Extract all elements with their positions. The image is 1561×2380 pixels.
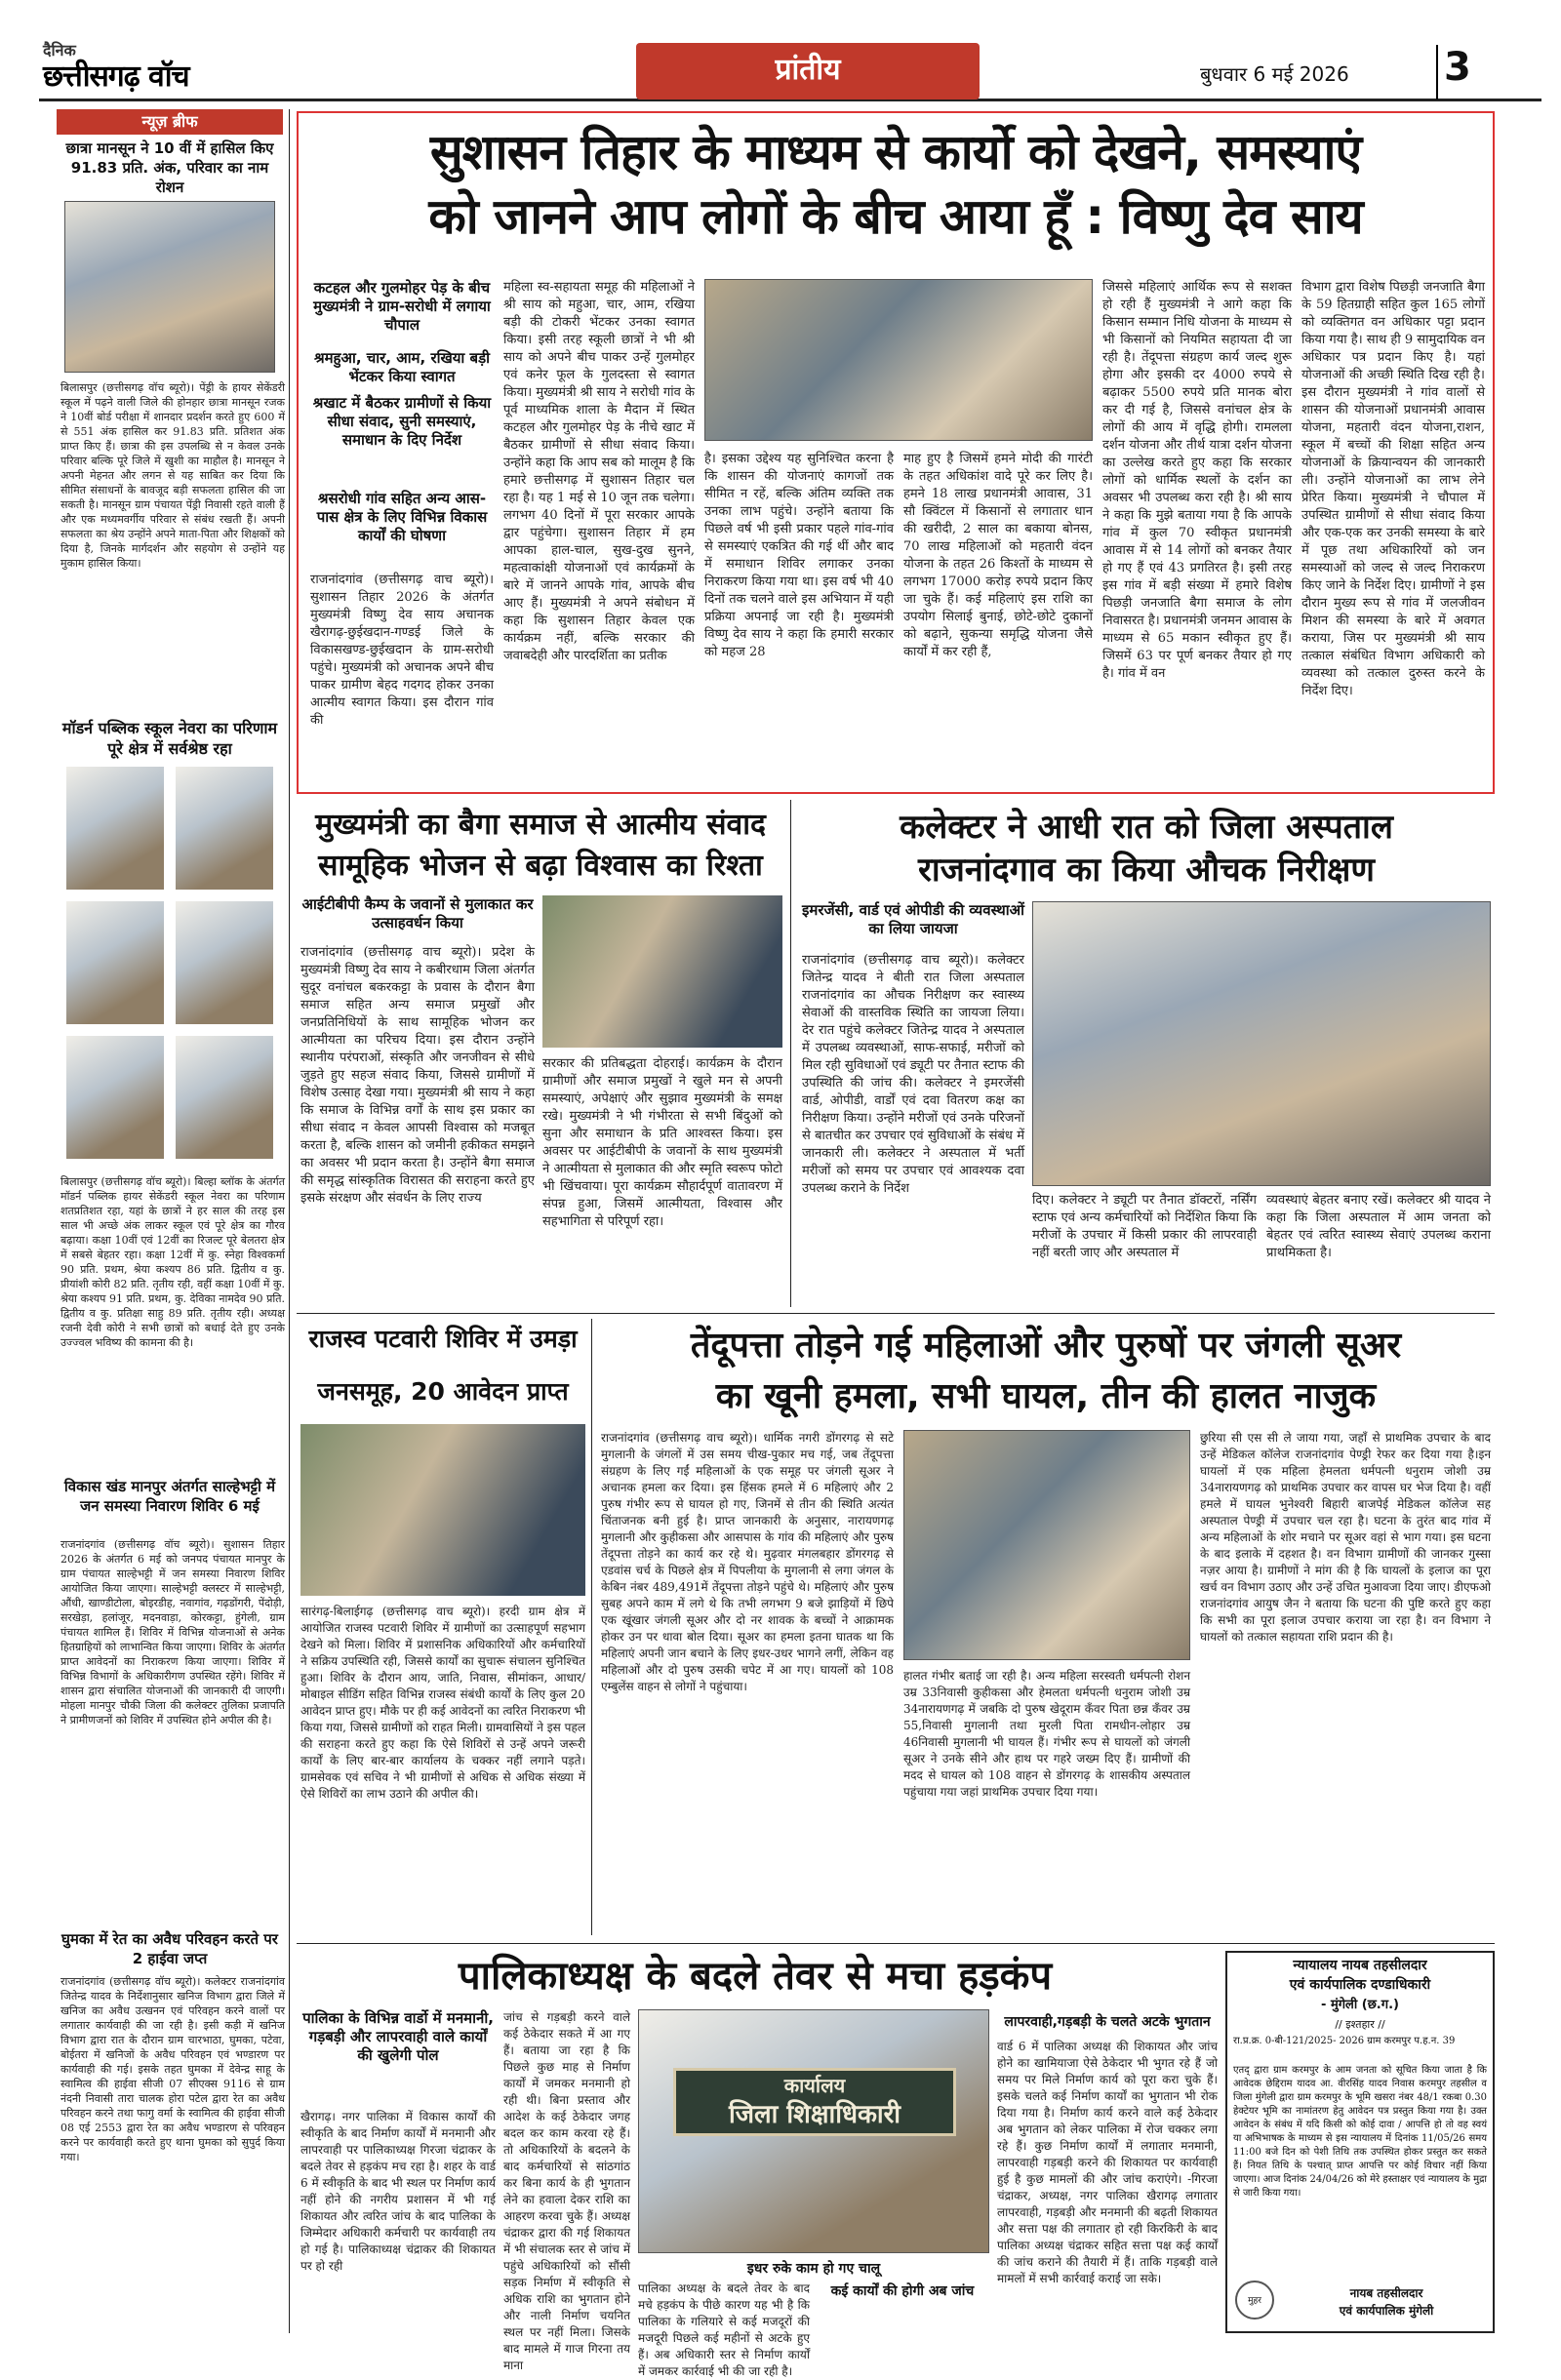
lead-col-1: राजनांदगांव (छत्तीसगढ़ वाच ब्यूरो)। सुशासन तिहार 2026 के अंतर्गत मुख्यमंत्री विष्णु देव साय अचानक खैरागढ़-छुईखदान-गण्डई जिले के विकासखण्ड-छुईखदान के ग्राम-सरोधी पहुंचे। मुख्यमंत्री को अचानक अपने बीच पाकर ग्रामीण बेहद गदगद होकर उनका आत्मीय स्वागत किया। इस दौरान गांव की	[310, 573, 494, 728]
column-divider	[289, 109, 290, 2333]
hospital-col-2: दिए। कलेक्टर ने ड्यूटी पर तैनात डॉक्टरों, नर्सिंग स्टाफ एवं अन्य कर्मचारियों को निर्देशित किया कि मरीजों के उपचार में किसी प्रकार की लापरवाही नहीं बरती जाए और अस्पताल में	[1032, 1193, 1257, 1260]
portrait-1	[66, 767, 164, 890]
palika-kicker-1: लापरवाही,गड़बड़ी के चलते अटके भुगतान	[1004, 2014, 1211, 2030]
injured-villager-photo	[903, 1430, 1190, 1660]
hospital-dek: इमरजेंसी, वार्ड एवं ओपीडी की व्यवस्थाओं का लिया जायजा	[802, 901, 1024, 937]
lead-col-2: महिला स्व-सहायता समूह की महिलाओं ने श्री साय को महुआ, चार, आम, रखिया बड़ी की टोकरी भेंटकर उनका स्वागत किया। इसी तरह स्कूली छात्रों ने भी श्री साय को अपने बीच पाकर उन्हें गुलमोहर एवं कनेर फूल के गुलदस्ता से स्वागत किया। मुख्यमंत्री श्री साय ने सरोधी गांव के पूर्व माध्यमिक शाला के मैदान में स्थित कटहल और गुलमोहर पेड़ के नीचे खाट में बैठकर ग्रामीणों से सीधा संवाद किया। उन्होंने कहा कि आप सब को मालूम है कि हमारे छत्तीसगढ़ में सुशासन तिहार चल रहा है। यह 1 मई से 10 जून तक चलेगा। लगभग 40 दिनों में पूरा सरकार आपके द्वार पहुंचेगा। सुशासन तिहार में हम आपका हाल-चाल, सुख-दुख सुनने, महत्वाकांक्षी योजनाओं एवं कार्यक्रमों के बारे में जानने आपके गांव, आपके बीच आए हैं। मुख्यमंत्री ने अपने संबोधन में कहा कि सुशासन तिहार केवल एक कार्यक्रम नहीं, बल्कि सरकार की जवाबदेही और पारदर्शिता का प्रतीक	[503, 280, 695, 663]
student-photo	[64, 201, 275, 373]
notice-title-2: एवं कार्यपालिक दण्डाधिकारी	[1289, 1977, 1431, 1993]
boar-col-1: राजनांदगांव (छत्तीसगढ़ वाच ब्यूरो)। धार्मिक नगरी डोंगरगढ़ से सटे मुगलानी के जंगलों में उस समय चीख-पुकार मच गई, जब तेंदूपत्ता संग्रहण के लिए गईं महिलाओं के एक समूह पर जंगली सूअर ने अचानक हमला कर दिया। इस हिंसक हमले में 6 महिलाएं और 2 पुरुष गंभीर रूप से घायल हो गए, जिनमें से तीन की स्थिति अत्यंत चिंताजनक बनी हुई है। प्राप्त जानकारी के अनुसार, नारायणगढ़ मुगलानी और कुहीकसा और आसपास के गांव की महिलाएं और पुरुष तेंदूपत्ता तोड़ने का कार्य कर रहे थे। मुढ़वार मंगलबहार डोंगरगढ़ से एडवांस चर्च के पिछले क्षेत्र में पिपलीया के मुगलानी से लगा जंगल के केबिन नंबर 489,491में तेंदूपत्ता तोड़ने पहुंचे थे। महिलाएं और पुरुष सुबह अपने काम में लगे थे कि तभी लगभग 9 बजे झाड़ियों में छिपे एक खूंखार जंगली सूअर और दो नर शावक के बच्चों ने आक्रामक होकर उन पर धावा बोल दिया। सूअर का हमला इतना घातक था कि महिलाएं अपनी जान बचाने के लिए इधर-उधर भागने लगीं, लेकिन वह महिलाओं और दो पुरुष उसकी चपेट में आ गए। घायलों को 108 एम्बुलेंस वाहन से लोगों ने पहुंचाया।	[601, 1431, 894, 1693]
baiga-col-1: राजनांदगांव (छत्तीसगढ़ वाच ब्यूरो)। प्रदेश के मुख्यमंत्री विष्णु देव साय ने कबीरधाम जिला अंतर्गत सुदूर वनांचल बकरकट्टा के प्रवास के दौरान बैगा समाज सहित अन्य समाज प्रमुखों और जनप्रतिनिधियों के साथ सामूहिक भोजन कर आत्मीयता का परिचय दिया। इस दौरान उन्होंने स्थानीय परंपराओं, संस्कृति और जनजीवन से सीधे जुड़ते हुए सहज संवाद किया, जिससे ग्रामीणों में विशेष उत्साह देखा गया। मुख्यमंत्री श्री साय ने कहा कि समाज के विभिन्न वर्गों के साथ इस प्रकार का सीधा संवाद न केवल आपसी विश्वास को मजबूत करता है, बल्कि शासन को जमीनी हकीकत समझने का अवसर भी प्रदान करता है। उन्होंने बैगा समाज की समृद्ध सांस्कृतिक विरासत की सराहना करते हुए इसके संरक्षण और संवर्धन के लिए राज्य	[300, 945, 535, 1206]
palika-col-2: जांच से गड़बड़ी करने वाले कई ठेकेदार सकते में आ गए हैं। बताया जा रहा है कि पिछले कुछ माह से निर्माण कार्यों में जमकर मनमानी हो रही थी। बिना प्रस्ताव और आदेश के कई ठेकेदार जगह बदल कर काम करवा रहे हैं। तो अधिकारियों के बदलने के बाद कर्मचारियों से सांठगांठ कर बिना कार्य के ही भुगतान लेने का हवाला देकर राशि का आहरण करवा चुके हैं। अध्यक्ष चंद्राकर द्वारा की गई शिकायत में भी संचालक स्तर से जांच में पहुंचे अधिकारियों को सौंसी सड़क निर्माण में स्वीकृति से अधिक राशि का भुगतान होने और नाली निर्माण चयनित स्थल पर नहीं मिला। जिसके बाद मामले में गाज गिरना तय माना	[503, 2010, 630, 2372]
notice-title-1: न्यायालय नायब तहसीलदार	[1293, 1958, 1427, 1973]
baiga-meal-photo	[542, 895, 782, 1048]
student-portraits	[60, 767, 285, 1165]
boar-headline-1: तेंदूपत्ता तोड़ने गई महिलाओं और पुरुषों पर जंगली सूअर	[690, 1326, 1402, 1366]
brand-small: दैनिक	[43, 41, 76, 60]
office-signboard	[673, 2068, 956, 2136]
news-brief-label: न्यूज़ ब्रीफ	[57, 109, 283, 135]
notice-title-3: - मुंगेली (छ.ग.)	[1321, 1998, 1399, 2012]
lead-col-5: जिससे महिलाएं आर्थिक रूप से सशक्त हो रही हैं मुख्यमंत्री ने आगे कहा कि किसान सम्मान निधि योजना के माध्यम से भी किसानों को नियमित सहायता दी जा रही है। तेंदूपत्ता संग्रहण कार्य जल्द शुरू होगा और इसकी दर 4000 रुपये से बढ़ाकर 5500 रुपये प्रति मानक बोरा कर दी गई है, जिससे वनांचल क्षेत्र के लोगों की आय में वृद्धि होगी। रामलला दर्शन योजना और तीर्थ यात्रा दर्शन योजना का उल्लेख करते हुए कहा कि सरकार लोगों को धार्मिक स्थलों के दर्शन का अवसर भी उपलब्ध करा रही है। श्री साय ने कहा कि मुझे बताया गया है कि आपके गांव में कुल 70 स्वीकृत प्रधानमंत्री आवास में से 14 लोगों को बनकर तैयार हो गए हैं एवं 43 प्रगतिरत है। इसी तरह इस गांव में बड़ी संख्या में हमारे विशेष पिछड़ी जनजाति बैगा समाज के लोग निवासरत है। प्रधानमंत्री जनमन आवास के माध्यम से 65 मकान स्वीकृत हुए हैं। जिसमें 63 पर पूर्ण बनकर तैयार हो गए है। गांव में वन	[1102, 280, 1292, 681]
section-label: प्रांतीय	[636, 43, 980, 99]
notice-body: एतद् द्वारा ग्राम करमपुर के आम जनता को सूचित किया जाता है कि आवेदक छेद्दिराम यादव आ. वीरसिंह यादव निवास करमपुर तहसील व जिला मुंगेली द्वारा ग्राम करमपुर के भूमि खसरा नंबर 48/1 रकबा 0.30 हेक्टेयर भूमि का नामांतरण हेतु आवेदन पत्र प्रस्तुत किया गया है। उक्त आवेदन के संबंध में यदि किसी को कोई दावा / आपत्ति हो तो वह स्वयं या अभिभाषक के माध्यम से इस न्यायालय में दिनांक 11/05/26 समय 11:00 बजे दिन को पेशी तिथि तक उपस्थित होकर प्रस्तुत कर सकते हैं। नियत तिथि के पश्चात् प्राप्त आपत्ति पर कोई विचार नहीं किया जाएगा। आज दिनांक 24/04/26 को मेरे हस्ताक्षर एवं न्यायालय के मुद्रा से जारी किया गया।	[1233, 2065, 1487, 2199]
notice-sign-2: एवं कार्यपालिक मुंगेली	[1339, 2304, 1434, 2318]
row-divider	[297, 1313, 1495, 1314]
palika-col-4: वार्ड 6 में पालिका अध्यक्ष की शिकायत और जांच होने का खामियाजा ऐसे ठेकेदार भी भुगत रहे हैं जो समय पर मिले निर्माण कार्य को पूरा करा चुके हैं। इसके चलते कई निर्माण कार्यों का भुगतान भी रोक दिया गया है। निर्माण कार्य करने वाले कई ठेकेदार अब भुगतान को लेकर पालिका में रोज चक्कर लगा रहे हैं। कुछ निर्माण कार्यों में लगातार मनमानी, लापरवाही गड़बड़ी करने की शिकायत पर कार्यवाही हुई है कुछ मामलों की और जांच कराएंगे। -गिरजा चंद्राकर, अध्यक्ष, नगर पालिका खैरागढ़ लगातार लापरवाही, गड़बड़ी और मनमानी की बढ़ती शिकायत और सत्ता पक्ष की लगातार हो रही किरकिरी के बाद पालिका अध्यक्ष चंद्राकर सहित सत्ता पक्ष कई कार्यों की जांच कराने की तैयारी में हैं। ताकि गड़बड़ी वाले मामलों में सभी कार्रवाई कराई जा सके।	[997, 2040, 1218, 2285]
lead-dek-1: कटहल और गुलमोहर पेड़ के बीच मुख्यमंत्री ने ग्राम-सरोधी में लगाया चौपाल	[313, 279, 491, 334]
patwari-headline-1: राजस्व पटवारी शिविर में उमड़ा	[308, 1325, 578, 1353]
notice-ref: रा.प्र.क्र. 0-बी-121/2025- 2026 ग्राम करमपुर प.ह.न. 39	[1233, 2036, 1456, 2046]
signboard-line-1: कार्यालय	[783, 2074, 846, 2097]
baiga-col-2: सरकार की प्रतिबद्धता दोहराई। कार्यक्रम के दौरान ग्रामीणों और समाज प्रमुखों ने खुले मन से अपनी समस्याएं, अपेक्षाएं और सुझाव मुख्यमंत्री के समक्ष रखे। मुख्यमंत्री ने भी गंभीरता से सभी बिंदुओं को सुना और समाधान के प्रति आश्वस्त किया। इस अवसर पर आईटीबीपी के जवानों के साथ मुख्यमंत्री ने आत्मीयता से मुलाकात की और स्मृति स्वरूप फोटो भी खिंचवाया। पूरा कार्यक्रम सौहार्दपूर्ण वातावरण में संपन्न हुआ, जिसमें आत्मीयता, विश्वास और सहभागिता से परिपूर्ण रहा।	[542, 1056, 782, 1229]
boar-col-3: छुरिया सी एस सी ले जाया गया, जहाँ से प्राथमिक उपचार के बाद उन्हें मेडिकल कॉलेज राजनांदगांव पेण्ड्री रेफर कर दिया गया है।इन घायलों में एक महिला हेमलता धर्मपत्नी धनुराम जोशी उम्र 34नारायणगढ़ को प्राथमिक उपचार कर वापस घर भेज दिया है। वहीं हमले में घायल भुनेश्वरी बिहारी बाजपेई मेडिकल कॉलेज सह अस्पताल पेण्ड्री में उपचार चल रहा है। घटना के तुरंत बाद गांव में अन्य महिलाओं के शोर मचाने पर सूअर वहां से भाग गया। इस घटना के बाद इलाके में दहशत है। वन विभाग ग्रामीणों की जानकर गुस्सा नज़र आया है। ग्रामीणों ने मांग की है कि घायलों के इलाज का पूरा खर्च वन विभाग उठाए और उन्हें उचित मुआवजा दिया जाए। डीएफओ राजनांदगांव आयुष जैन ने बताया कि घटना की पुष्टि करते हुए कहा कि सभी का पूरा इलाज उपचार कराया जा रहा है। वन विभाग ने घायलों को तत्काल सहायता राशि प्रदान की है।	[1200, 1431, 1491, 1644]
lead-dek-3: श्रखाट में बैठकर ग्रामीणों से किया सीधा संवाद, सुनी समस्याएं, समाधान के दिए निर्देश	[312, 394, 492, 449]
page-number: 3	[1436, 45, 1471, 99]
palika-col-1: खैरागढ़। नगर पालिका में विकास कार्यों की स्वीकृति के बाद निर्माण कार्यों में मनमानी और लापरवाही पर पालिकाध्यक्ष गिरजा चंद्राकर के बदले तेवर से हड़कंप मच रहा है। शहर के वार्ड 6 में स्वीकृति के बाद भी स्थल पर निर्माण कार्य नहीं होने की नगरीय प्रशासन में भी गई शिकायत और त्वरित जांच के बाद पालिका के जिम्मेदार अधिकारी कर्मचारी पर कार्यवाही तय हो गई है। पालिकाध्यक्ष चंद्राकर की शिकायत पर हो रही	[300, 2110, 496, 2273]
school-result-headline: मॉडर्न पब्लिक स्कूल नेवरा का परिणाम पूरे क्षेत्र में सर्वश्रेष्ठ रहा	[61, 719, 278, 758]
palika-dek: पालिका के विभिन्न वार्डो में मनमानी, गड़बड़ी और लापरवाही वाले कार्यों की खुलेगी पोल	[302, 2009, 494, 2064]
camp-body: राजनांदगांव (छत्तीसगढ़ वॉच ब्यूरो)। सुशासन तिहार 2026 के अंतर्गत 6 मई को जनपद पंचायत मानपुर के ग्राम पंचायत साल्हेभट्टी में जन समस्या निवारण शिविर आयोजित किया जाएगा। साल्हेभट्टी क्लस्टर में साल्हेभट्टी, औंधी, खाण्डीटोला, बोइरडीह, नवागांव, गढ़डोंगरी, पेंदोड़ी, सरखेड़ा, हलांजूर, मदनवाड़ा, कोरकट्टा, हुंगेली, ग्राम पंचायत शामिल हैं। शिविर में विभिन्न योजनाओं से अनेक हितग्राहियों को लाभान्वित किया जाएगा। शिविर के अंतर्गत प्राप्त आवेदनों का निराकरण किया जाएगा। शिविर में विभिन्न विभागों के अधिकारीगण उपस्थित रहेंगे। शिविर में शासन द्वारा संचालित योजनाओं की जानकारी दी जाएगी। मोहला मानपुर चौकी जिला की कलेक्टर तुलिका प्रजापति ने प्रामीणजनों को शिविर में उपस्थित होने अपील की है।	[60, 1538, 285, 1726]
hospital-inspection-photo	[1032, 901, 1491, 1186]
hospital-col-1: राजनांदगांव (छत्तीसगढ़ वाच ब्यूरो)। कलेक्टर जितेन्द्र यादव ने बीती रात जिला अस्पताल राजनांदगांव का औचक निरीक्षण कर स्वास्थ्य सेवाओं की वास्तविक स्थिति का जायजा लिया। देर रात पहुंचे कलेक्टर जितेन्द्र यादव ने अस्पताल में उपलब्ध व्यवस्थाओं, साफ-सफाई, मरीजों को मिल रही सुविधाओं एवं ड्यूटी पर तैनात स्टाफ की उपस्थिति की जांच की। कलेक्टर ने इमरजेंसी वार्ड, ओपीडी, वार्डों एवं दवा वितरण कक्ष का निरीक्षण किया। उन्होंने मरीजों एवं उनके परिजनों से बातचीत कर उपचार एवं सुविधाओं के संबंध में जानकारी ली। कलेक्टर ने अस्पताल में भर्ती मरीजों को समय पर उपचार एवं आवश्यक दवा उपलब्ध कराने के निर्देश	[802, 953, 1024, 1196]
portrait-6	[176, 1036, 273, 1159]
palika-headline: पालिकाध्यक्ष के बदले तेवर से मचा हड़कंप	[458, 1954, 1053, 1999]
camp-headline: विकास खंड मानपुर अंतर्गत साल्हेभट्टी में जन समस्या निवारण शिविर 6 मई	[63, 1478, 276, 1515]
signboard-line-2: जिला शिक्षाधिकारी	[728, 2100, 901, 2129]
sand-headline: घुमका में रेत का अवैध परिवहन करते पर 2 हाईवा जप्त	[61, 1930, 278, 1967]
column-divider	[790, 800, 791, 1307]
patwari-body: सारंगढ़-बिलाईगढ़ (छत्तीसगढ़ वाच ब्यूरो)। हरदी ग्राम क्षेत्र में आयोजित राजस्व पटवारी शिविर में ग्रामीणों का उत्साहपूर्ण सहभाग देखने को मिला। शिविर में प्रशासनिक अधिकारियों और कर्मचारियों ने सक्रिय उपस्थिति रही, जिससे कार्यों का सुचारू संचालन सुनिश्चित हुआ। शिविर के दौरान आय, जाति, निवास, सीमांकन, आधार/मोबाइल सीडिंग सहित विभिन्न राजस्व संबंधी कार्यों के लिए कुल 20 आवेदन प्राप्त हुए। मौके पर ही कई आवेदनों का त्वरित निराकरण भी किया गया, जिससे ग्रामीणों को राहत मिली। ग्रामवासियों ने इस पहल की सराहना करते हुए कहा कि ऐसे शिविरों से उन्हें अपने जरूरी कार्यों के लिए बार-बार कार्यालय के चक्कर नहीं लगाने पड़ते। ग्रामसेवक एवं सचिव ने भी ग्रामीणों से अधिक से अधिक संख्या में ऐसे शिविरों का लाभ उठाने की अपील की।	[300, 1605, 586, 1801]
lead-col-4: माह हुए है जिसमें हमने मोदी की गारंटी के तहत अधिकांश वादे पूरे कर लिए है। हमने 18 लाख प्रधानमंत्री आवास, 31 सौ क्विंटल में किसानों से लगातार धान की खरीदी, 2 साल का बकाया बोनस, 70 लाख महिलाओं को महतारी वंदन योजना के तहत 26 किश्तों के माध्यम से लगभग 17000 करोड़ रुपये प्रदान किए जा चुके हैं। कई महिलाएं इस राशि का उपयोग सिलाई बुनाई, छोटे-छोटे दुकानों को बढ़ाने, सुकन्या समृद्धि योजना जैसे कार्यों में कर रही हैं,	[903, 452, 1093, 659]
portrait-3	[66, 901, 164, 1024]
lead-col-6: विभाग द्वारा विशेष पिछड़ी जनजाति बैगा के 59 हितग्राही सहित कुल 165 लोगों को व्यक्तिगत वन अधिकार पट्टा प्रदान किया गया है। साथ ही 9 सामुदायिक वन अधिकार पत्र प्रदान किए है। यहां योजनाओं की अच्छी स्थिति दिख रही है। इस दौरान मुख्यमंत्री ने गांव वालों से शासन की योजनाओं प्रधानमंत्री आवास योजना, महतारी वंदन योजना,राशन, स्कूल में बच्चों की शिक्षा सहित अन्य योजनाओं के क्रियान्वयन की जानकारी ली। उन्होंने योजनाओं का लाभ लेने प्रेरित किया। मुख्यमंत्री ने चौपाल में उपस्थित ग्रामीणों से सीधा संवाद किया और एक-एक कर उनकी समस्या के बारे में पूछ तथा अधिकारियों को जन समस्याओं को जल्द से जल्द निराकरण किए जाने के निर्देश दिए। ग्रामीणों ने इस दौरान मुख्य रूप से गांव में जलजीवन मिशन की समस्या के बारे में अवगत कराया, जिस पर मुख्यमंत्री श्री साय तत्काल संबंधित विभाग अधिकारी को व्यवस्था को तत्काल दुरुस्त करने के निर्देश दिए।	[1301, 280, 1485, 698]
lead-dek-4: श्रसरोधी गांव सहित अन्य आस-पास क्षेत्र के लिए विभिन्न विकास कार्यों की घोषणा	[316, 490, 488, 544]
baiga-headline-1: मुख्यमंत्री का बैगा समाज से आत्मीय संवाद	[315, 808, 766, 842]
hospital-col-3: व्यवस्थाएं बेहतर बनाए रखें। कलेक्टर श्री यादव ने कहा कि जिला अस्पताल में आम जनता को बेहतर एवं त्वरित स्वास्थ्य सेवाएं उपलब्ध कराना प्राथमिकता है।	[1266, 1193, 1491, 1260]
baiga-dek: आईटीबीपी कैम्प के जवानों से मुलाकात कर उत्साहवर्धन किया	[301, 895, 534, 932]
column-divider	[591, 1319, 592, 1935]
patwari-camp-photo	[300, 1424, 585, 1596]
notice-label: // इश्तहार //	[1335, 2018, 1385, 2031]
boar-headline-2: का खूनी हमला, सभी घायल, तीन की हालत नाजुक	[715, 1376, 1377, 1416]
boar-col-2: हालत गंभीर बताई जा रही है। अन्य महिला सरस्वती धर्मपत्नी रोशन उम्र 33निवासी कुहीकसा और हेमलता धर्मपत्नी धनुराम जोशी उम्र 34नारायणगढ़ में जबकि दो पुरुष खेदूराम कँवर पिता छन्न कँवर उम्र 55,निवासी मुगलानी तथा मुरली पिता रामधीन-लोहार उम्र 46निवासी मुगलानी भी घायल हैं। गंभीर रूप से घायलों को जंगली सूअर ने उनके सीने और हाथ पर गहरे जख्म दिए हैं। ग्रामीणों की मदद से घायल को 108 वाहन से डोंगरगढ़ के शासकीय अस्पताल पहुंचाया गया जहां प्राथमिक उपचार दिया गया।	[903, 1669, 1190, 1799]
portrait-2	[176, 767, 273, 890]
row-divider	[297, 1943, 1495, 1944]
lead-col-3: है। इसका उद्देश्य यह सुनिश्चित करना है कि शासन की योजनाएं कागजों तक सीमित न रहें, बल्कि अंतिम व्यक्ति तक उनका लाभ पहुंचे। उन्होंने बताया कि पिछले वर्ष भी इसी प्रकार पहले गांव-गांव से समस्याएं एकत्रित की गई थीं और बाद में समाधान शिविर लगाकर उनका निराकरण किया गया था। इस वर्ष भी 40 दिनों तक चलने वाले इस अभियान में यही प्रक्रिया अपनाई जा रही है। मुख्यमंत्री विष्णु देव साय ने कहा कि हमारी सरकार को महज 28	[704, 452, 894, 659]
baiga-headline-2: सामूहिक भोजन से बढ़ा विश्वास का रिश्ता	[318, 849, 763, 883]
lead-headline-1: सुशासन तिहार के माध्यम से कार्यो को देखने, समस्याएं	[429, 124, 1362, 180]
issue-date: बुधवार 6 मई 2026	[1200, 62, 1349, 86]
sand-body: राजनांदगांव (छत्तीसगढ़ वॉच ब्यूरो)। कलेक्टर राजनांदगांव जितेन्द्र यादव के निर्देशानुसार खनिज विभाग द्वारा जिले में खनिज का अवैध उत्खनन एवं परिवहन करने वालों पर लगातार कार्यवाही की जा रही है। इसी कड़ी में खनिज विभाग द्वारा रात के दौरान ग्राम चारभाठा, घुमका, पटेवा, बोईतरा में खनिजों के अवैध परिवहन एवं भण्डारण पर कार्यवाही की गई। इसके तहत घुमका में देवेन्द्र साहू के स्वामित्व की हाईवा सीजी 07 सीएक्स 9116 से ग्राम नंदनी निवासी तारा चालक होरा पटेल द्वारा रेत का अवैध परिवहन करने तथा फागु वर्मा के स्वामित्व की हाईवा सीजी 08 एई 2553 द्वारा रेत का अवैध भण्डारण से परिवहन करने पर कार्यवाही करते हुए थाना घुमका को सुपुर्द किया गया।	[60, 1975, 285, 2163]
news-brief-body: बिलासपुर (छत्तीसगढ़ वॉच ब्यूरो)। पेंड्री के हायर सेकेंडरी स्कूल में पढ़ने वाली जिले की होनहार छात्रा मानसून रजक ने 10वीं बोर्ड परीक्षा में शानदार प्रदर्शन करते हुए 600 में से 551 अंक हासिल कर 91.83 प्रति. प्रतिशत अंक प्राप्त किए हैं। छात्रा की इस उपलब्धि से न केवल उनके परिवार बल्कि पूरे जिले में खुशी का माहौल है। मानसून ने अपनी मेहनत और लगन से यह साबित कर दिया कि सीमित संसाधनों के बावजूद बड़ी सफलता हासिल की जा सकती है। मानसून ग्राम पंचायत पेंड्री निवासी रहते वाली हैं और एक मध्यमवर्गीय परिवार से संबंध रखती हैं। अपनी सफलता का श्रेय उन्होंने अपने माता-पिता और शिक्षकों को दिया है, जिनके मार्गदर्शन और सहयोग से उन्होंने यह मुकाम हासिल किया।	[60, 381, 285, 570]
school-result-body: बिलासपुर (छत्तीसगढ़ वॉच ब्यूरो)। बिल्हा ब्लॉक के अंतर्गत मॉडर्न पब्लिक हायर सेकेंडरी स्कूल नेवरा का परिणाम शतप्रतिशत रहा, यहां के छात्रों ने हर साल की तरह इस साल भी अच्छे अंक लाकर स्कूल एवं पूरे क्षेत्र का गौरव बढ़ाया। कक्षा 10वीं एवं 12वीं का रिजल्ट पूरे बेलतरा क्षेत्र में सबसे बेहतर रहा। कक्षा 12वीं में कु. स्नेहा विश्वकर्मा 90 प्रति. प्रथम, श्रेया कश्यप 86 प्रति. द्वितीय व कु. प्रीयांशी कोरी 82 प्रति. तृतीय रही, वहीं कक्षा 10वीं में कु. श्रेया कश्यप 91 प्रति. प्रथम, कु. देविका नामदेव 90 प्रति. द्वितीय व कु. प्रतिक्षा साहु 89 प्रति. तृतीय रही। अध्यक्ष रजनी देवी कोरी ने सभी छात्रों को बधाई देते हुए उनके उज्ज्वल भविष्य की कामना की है।	[60, 1175, 285, 1349]
lead-dek-2: श्रमहुआ, चार, आम, रखिया बड़ी भेंटकर किया स्वागत	[313, 349, 491, 385]
notice-seal: मुहर	[1235, 2281, 1274, 2320]
palika-col-3: पालिका अध्यक्ष के बदले तेवर के बाद मचे हड़कंप के पीछे कारण यह भी है कि पालिका के गलियारे से कई मजदूरों की मजदूरी पिछले कई महीनों से अटके हुए हैं। अब अधिकारी स्तर से निर्माण कार्यों में जमकर कार्रवाई भी की जा रही है।	[638, 2281, 810, 2378]
lead-headline-2: को जानने आप लोगों के बीच आया हूँ : विष्णु देव साय	[428, 188, 1363, 245]
brand-title: छत्तीसगढ़ वॉच	[43, 60, 189, 94]
hospital-headline-2: राजनांदगाव का किया औचक निरीक्षण	[917, 851, 1376, 890]
portrait-5	[66, 1036, 164, 1159]
notice-sign-1: नायब तहसीलदार	[1349, 2286, 1423, 2300]
palika-kicker-2: कई कार्यों की होगी अब जांच	[830, 2283, 975, 2299]
hospital-headline-1: कलेक्टर ने आधी रात को जिला अस्पताल	[900, 808, 1393, 847]
court-notice	[1225, 1951, 1495, 2333]
chief-minister-chaupal-photo	[704, 279, 1093, 441]
news-brief-headline: छात्रा मानसून ने 10 वीं में हासिल किए 91.83 प्रति. अंक, परिवार का नाम रोशन	[65, 139, 274, 196]
portrait-4	[176, 901, 273, 1024]
patwari-headline-2: जनसमूह, 20 आवेदन प्राप्त	[317, 1377, 569, 1406]
photo-caption: इधर रुके काम हो गए चालू	[746, 2261, 881, 2277]
